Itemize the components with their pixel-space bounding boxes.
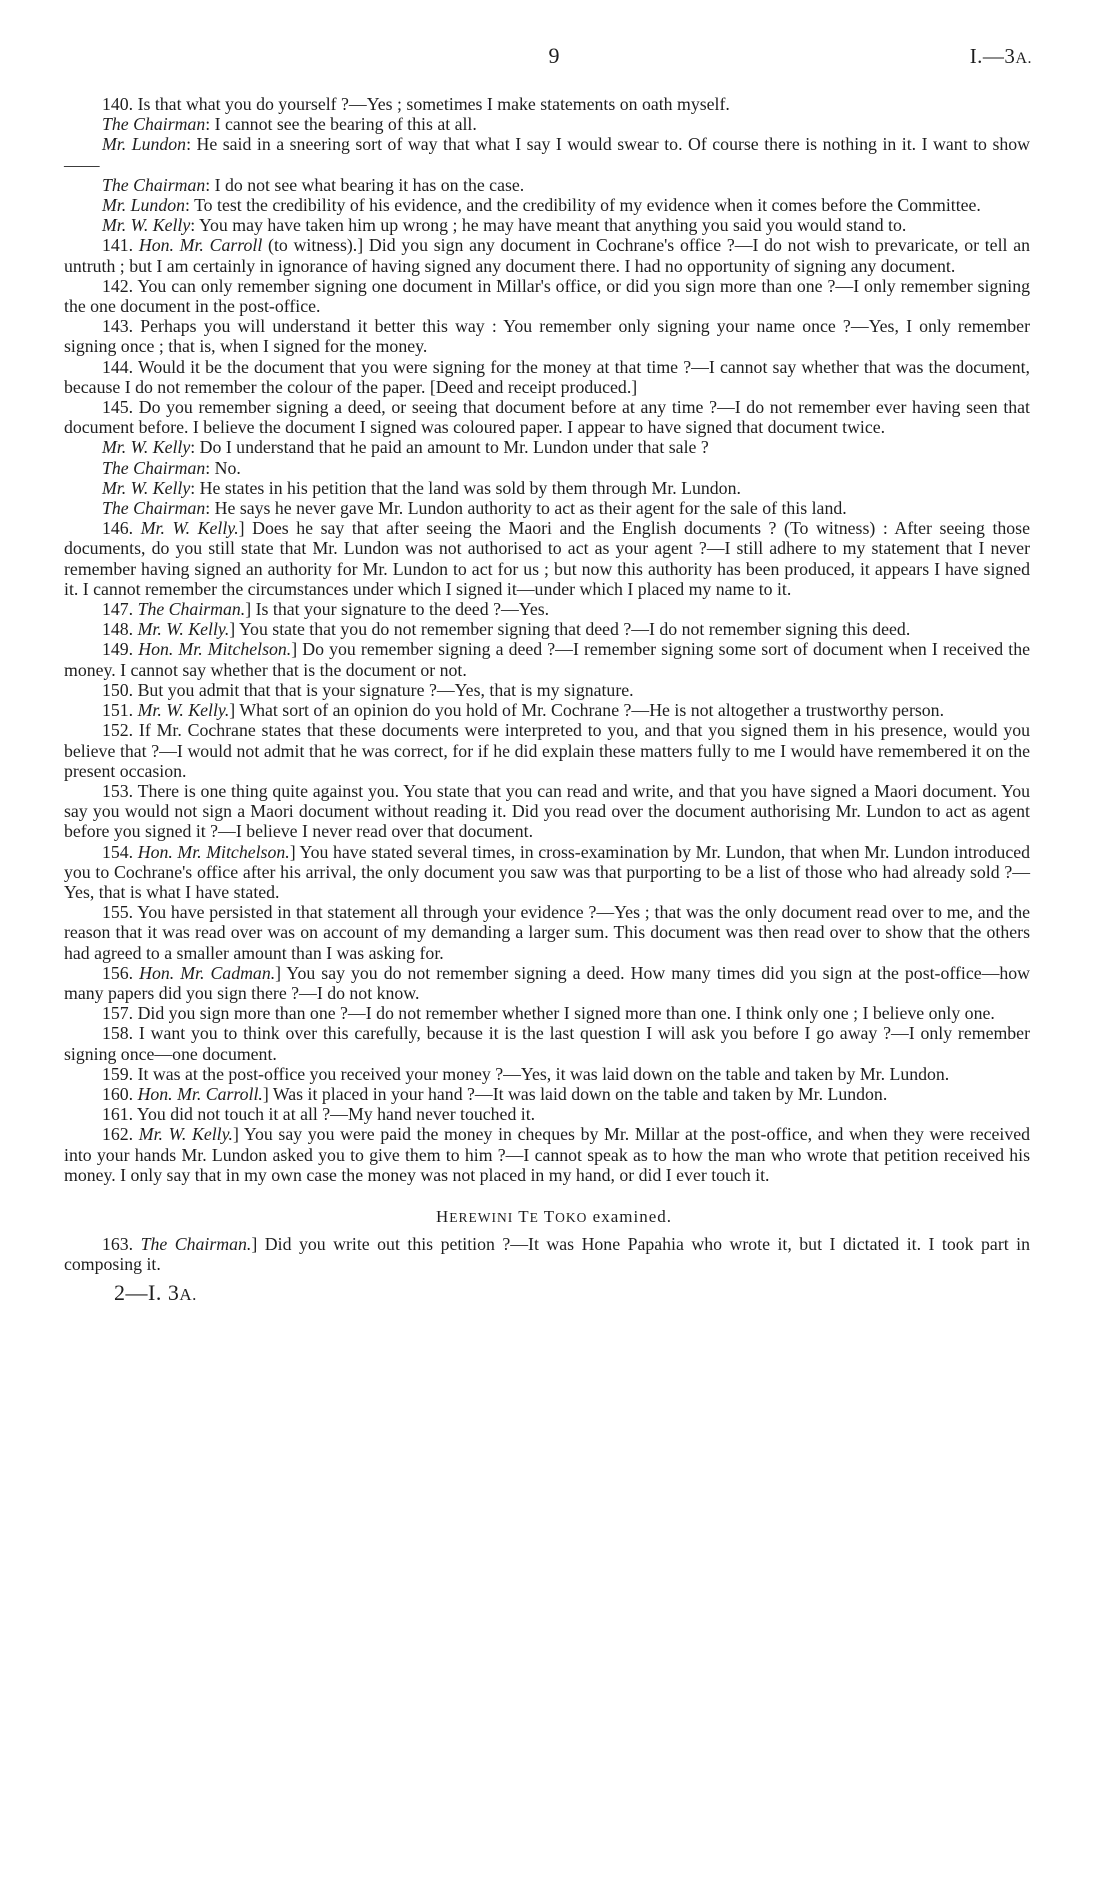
speaker-name: Hon. Mr. Mitchelson. bbox=[138, 639, 292, 660]
evidence-body bbox=[64, 94, 1044, 1185]
testimony-paragraph bbox=[64, 902, 1044, 963]
paragraph-lead: 160. bbox=[102, 1083, 138, 1104]
speaker-name: Mr. W. Kelly bbox=[102, 477, 191, 498]
speaker-name: Mr. W. Kelly bbox=[102, 215, 191, 236]
paragraph-text: ] What sort of an opinion do you hold of Mr. Cochrane ?—He is not altogether a trustworthy person. bbox=[229, 700, 945, 721]
paragraph-lead: 163. bbox=[102, 1234, 141, 1255]
page-header bbox=[64, 43, 1044, 82]
testimony-paragraph bbox=[64, 963, 1044, 1003]
testimony-paragraph bbox=[64, 518, 1044, 599]
speaker-name: Mr. W. Kelly. bbox=[137, 619, 230, 640]
testimony-paragraph bbox=[64, 1104, 1044, 1124]
testimony-paragraph bbox=[64, 235, 1044, 275]
paragraph-lead: 141. bbox=[102, 235, 139, 256]
testimony-paragraph bbox=[64, 458, 1044, 478]
section-heading: HEREWINI TE TOKO examined. bbox=[435, 1206, 672, 1226]
testimony-paragraph bbox=[64, 680, 1044, 700]
testimony-paragraph bbox=[64, 781, 1044, 842]
testimony-paragraph bbox=[64, 700, 1044, 720]
speaker-name: The Chairman. bbox=[140, 1234, 252, 1255]
speaker-name: Mr. Lundon bbox=[102, 195, 185, 216]
testimony-paragraph bbox=[64, 498, 1044, 518]
testimony-paragraph bbox=[64, 114, 1044, 134]
testimony-paragraph bbox=[64, 1064, 1044, 1084]
paragraph-text: : Do I understand that he paid an amount to Mr. Lundon under that sale ? bbox=[190, 437, 709, 458]
final-paragraph bbox=[64, 1234, 1044, 1274]
paragraph-text: ] Does he say that after seeing the Maori and the English documents ? (To witness) : After seeing those documents, do you still state that Mr. Lundon was not authorised to act as your agent ?—I still adhere to my statement that I never remember having signed an authority for Mr. Lundon to act for us ; but now this authority has been produced, it appears I have signed it. I cannot remember the circumstances under which I signed it—under which I placed my name to it. bbox=[64, 518, 1030, 599]
speaker-name: Hon. Mr. Carroll bbox=[138, 235, 263, 256]
testimony-paragraph bbox=[64, 639, 1044, 679]
testimony-paragraph bbox=[64, 215, 1044, 235]
paragraph-lead: 151. bbox=[102, 700, 138, 721]
paragraph-text: 150. But you admit that that is your signature ?—Yes, that is my signature. bbox=[102, 679, 634, 700]
paragraph-text: ] Do you remember signing a deed ?—I remember signing some sort of document when I received the money. I cannot say whether that is the document or not. bbox=[64, 639, 1031, 680]
testimony-paragraph bbox=[64, 94, 1044, 114]
speaker-name: Mr. Lundon bbox=[102, 134, 187, 155]
speaker-name: The Chairman bbox=[102, 114, 206, 135]
page-reference-smallcaps: A. bbox=[1015, 50, 1032, 67]
speaker-name: The Chairman bbox=[102, 498, 206, 519]
testimony-paragraph bbox=[64, 134, 1044, 174]
paragraph-lead: 156. bbox=[102, 962, 140, 983]
testimony-paragraph bbox=[64, 437, 1044, 457]
paragraph-text: : I cannot see the bearing of this at all. bbox=[205, 114, 477, 135]
paragraph-lead: 162. bbox=[102, 1124, 139, 1145]
paragraph-text: 142. You can only remember signing one document in Millar's office, or did you sign more than one ?—I only remember signing the one document in the post-office. bbox=[64, 275, 1030, 317]
paragraph-lead: 154. bbox=[102, 841, 138, 862]
testimony-paragraph bbox=[64, 720, 1044, 781]
paragraph-text: 145. Do you remember signing a deed, or seeing that document before at any time ?—I do not remember ever having seen that document before. I believe the document I signed was coloured paper. I appear to have signed that document twice. bbox=[64, 397, 1030, 438]
paragraph-lead: 148. bbox=[102, 619, 138, 640]
paragraph-text: 140. Is that what you do yourself ?—Yes ; sometimes I make statements on oath myself. bbox=[102, 94, 730, 114]
paragraph-text: ] You say you were paid the money in cheques by Mr. Millar at the post-office, and when they were received into your hands Mr. Lundon asked you to give them to him ?—I cannot speak as to how the man who wrote that petition received his money. I only say that in my own case the money was not placed in my hand, or did I ever touch it. bbox=[64, 1124, 1030, 1185]
testimony-paragraph bbox=[64, 357, 1044, 397]
testimony-paragraph bbox=[64, 1003, 1044, 1023]
paragraph-text: (to witness).] Did you sign any document in Cochrane's office ?—I do not wish to prevaricate, or tell an untruth ; but I am certainly in ignorance of having signed any document there. I had no opportunity of signing any document. bbox=[64, 235, 1030, 276]
paragraph-text: 152. If Mr. Cochrane states that these documents were interpreted to you, and that you signed them in his presence, would you believe that ?—I would not admit that he was correct, for if he did explain these matters fully to me I would have remembered it on the present occasion. bbox=[64, 720, 1030, 781]
speaker-name: The Chairman bbox=[102, 174, 206, 195]
paragraph-text: ] You state that you do not remember signing that deed ?—I do not remember signing this deed. bbox=[229, 619, 911, 640]
paragraph-text: : You may have taken him up wrong ; he may have meant that anything you said you would stand to. bbox=[190, 215, 907, 236]
speaker-name: Mr. W. Kelly. bbox=[140, 518, 239, 539]
paragraph-lead: 146. bbox=[102, 518, 141, 539]
speaker-name: Hon. Mr. Mitchelson. bbox=[137, 841, 290, 862]
testimony-paragraph bbox=[64, 175, 1044, 195]
page-reference-main: I.—3 bbox=[969, 44, 1016, 68]
speaker-name: The Chairman bbox=[102, 457, 206, 478]
paragraph-text: 155. You have persisted in that statement all through your evidence ?—Yes ; that was the only document read over to me, and the reason that it was read over was on account of my demanding a larger sum. This document was then read over to show that the others had agreed to a smaller amount than I was asking for. bbox=[64, 902, 1030, 963]
testimony-paragraph bbox=[64, 195, 1044, 215]
paragraph-text: : He said in a sneering sort of way that what I say I would swear to. Of course there is nothing in it. I want to show—— bbox=[64, 134, 1030, 175]
testimony-paragraph bbox=[64, 276, 1044, 316]
paragraph-text: : He says he never gave Mr. Lundon authority to act as their agent for the sale of this land. bbox=[205, 498, 847, 519]
speaker-name: Mr. W. Kelly. bbox=[138, 1124, 233, 1145]
paragraph-text: : I do not see what bearing it has on the case. bbox=[205, 174, 525, 195]
speaker-name: Mr. W. Kelly. bbox=[137, 700, 230, 721]
page-reference bbox=[970, 46, 1032, 69]
page-signature: 2—I. 3A. bbox=[114, 1279, 197, 1305]
speaker-name: Hon. Mr. Cadman. bbox=[139, 962, 276, 983]
testimony-paragraph bbox=[64, 599, 1044, 619]
paragraph-lead: 147. bbox=[102, 599, 138, 620]
paragraph-text: : No. bbox=[205, 457, 241, 478]
testimony-paragraph bbox=[64, 1023, 1044, 1063]
page-number: 9 bbox=[548, 43, 560, 68]
paragraph-text: 161. You did not touch it at all ?—My hand never touched it. bbox=[102, 1104, 536, 1125]
paragraph-text: 143. Perhaps you will understand it better this way : You remember only signing your name once ?—Yes, I only remember signing once ; that is, when I signed for the money. bbox=[64, 316, 1030, 357]
paragraph-text: 158. I want you to think over this carefully, because it is the last question I will ask you before I go away ?—I only remember signing once—one document. bbox=[64, 1023, 1030, 1064]
testimony-paragraph bbox=[64, 842, 1044, 903]
paragraph-text: 159. It was at the post-office you received your money ?—Yes, it was laid down on the table and taken by Mr. Lundon. bbox=[102, 1063, 950, 1084]
paragraph-text: ] Was it placed in your hand ?—It was laid down on the table and taken by Mr. Lundon. bbox=[262, 1083, 888, 1104]
paragraph-text: 153. There is one thing quite against you. You state that you can read and write, and that you have signed a Maori document. You say you would not sign a Maori document without reading it. Did you read over the document authorising Mr. Lundon to act as agent before you signed it ?—I believe I never read over that document. bbox=[64, 780, 1030, 842]
testimony-paragraph bbox=[64, 1084, 1044, 1104]
paragraph-text: 144. Would it be the document that you were signing for the money at that time ?—I cannot say whether that was the document, because I do not remember the colour of the paper. [Deed and receipt produced.] bbox=[64, 356, 1030, 397]
testimony-paragraph bbox=[64, 1124, 1044, 1185]
paragraph-text: ] You say you do not remember signing a deed. How many times did you sign at the post-office—how many papers did you sign there ?—I do not know. bbox=[64, 962, 1031, 1003]
testimony-paragraph bbox=[64, 619, 1044, 639]
speaker-name: The Chairman. bbox=[137, 599, 246, 620]
paragraph-text: 157. Did you sign more than one ?—I do not remember whether I signed more than one. I think only one ; I believe only one. bbox=[102, 1003, 995, 1024]
paragraph-text: : To test the credibility of his evidence, and the credibility of my evidence when it comes before the Committee. bbox=[185, 195, 981, 216]
testimony-paragraph bbox=[64, 478, 1044, 498]
testimony-paragraph bbox=[64, 397, 1044, 437]
paragraph-text: ] You have stated several times, in cross-examination by Mr. Lundon, that when Mr. Lundon introduced you to Cochrane's office after his arrival, the only document you saw was that purporting to be a list of those who had already sold ?—Yes, that is what I have stated. bbox=[64, 841, 1030, 902]
paragraph-text: : He states in his petition that the land was sold by them through Mr. Lundon. bbox=[190, 477, 741, 498]
speaker-name: Mr. W. Kelly bbox=[102, 437, 191, 458]
testimony-paragraph bbox=[64, 316, 1044, 356]
paragraph-text: ] Did you write out this petition ?—It was Hone Papahia who wrote it, but I dictated it. I took part in composing it. bbox=[64, 1234, 1031, 1275]
speaker-name: Hon. Mr. Carroll. bbox=[137, 1083, 263, 1104]
paragraph-text: ] Is that your signature to the deed ?—Yes. bbox=[245, 599, 550, 620]
paragraph-lead: 149. bbox=[102, 639, 139, 660]
